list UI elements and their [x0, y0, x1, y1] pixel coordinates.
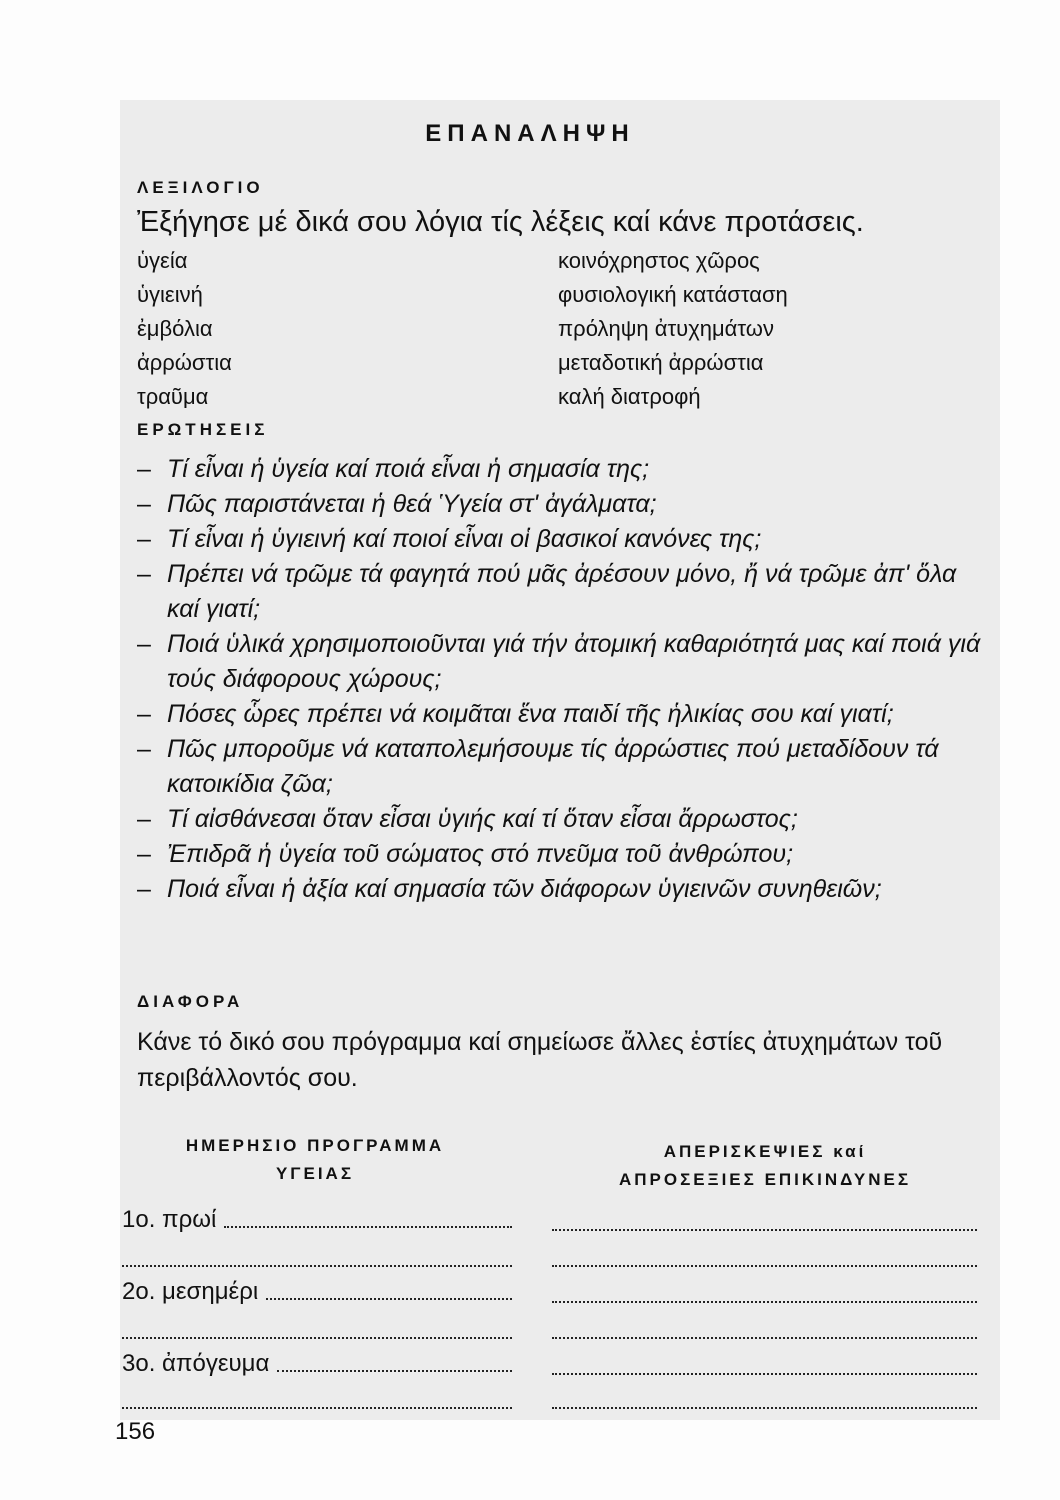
questions-list: [137, 452, 987, 907]
fill-line[interactable]: [552, 1334, 977, 1339]
vocab-word: ὑγιεινή: [137, 282, 203, 307]
vocabulary-heading: ΛΕΞΙΛΟΓΙΟ: [137, 178, 264, 197]
fill-line[interactable]: [122, 1404, 512, 1409]
fill-line[interactable]: [266, 1295, 512, 1300]
fill-line[interactable]: [277, 1367, 512, 1372]
hazards-header: ΑΠΕΡΙΣΚΕΨΙΕΣ καί ΑΠΡΟΣΕΞΙΕΣ ΕΠΙΚΙΝΔΥΝΕΣ: [618, 1142, 912, 1189]
fill-line[interactable]: [552, 1370, 977, 1375]
vocab-word: φυσιολογική κατάσταση: [558, 282, 788, 307]
diafora-heading: ΔΙΑΦΟΡΑ: [137, 992, 244, 1011]
question-item: – Ποιά ὑλικά χρησιμοποιοῦνται γιά τήν ἀτομική καθαριότητά μας καί ποιά γιά τούς διάφορους χώρους;: [137, 630, 981, 693]
question-item: – Τί αἰσθάνεσαι ὅταν εἶσαι ὑγιής καί τί ὅταν εἶσαι ἄρρωστος;: [137, 805, 798, 833]
question-item: – Ἐπιδρᾶ ἡ ὑγεία τοῦ σώματος στό πνεῦμα τοῦ ἀνθρώπου;: [137, 840, 794, 868]
fill-line[interactable]: [552, 1262, 977, 1267]
fill-line[interactable]: [122, 1334, 512, 1339]
vocab-word: τραῦμα: [137, 384, 209, 409]
question-item: – Ποιά εἶναι ἡ ἀξία καί σημασία τῶν διάφορων ὑγιεινῶν συνηθειῶν;: [137, 875, 882, 903]
vocab-word: πρόληψη ἀτυχημάτων: [558, 316, 774, 341]
vocabulary-right-column: [558, 244, 788, 414]
question-item: – Τί εἶναι ἡ ὑγεία καί ποιά εἶναι ἡ σημασία της;: [137, 455, 650, 483]
question-item: – Τί εἶναι ἡ ὑγιεινή καί ποιοί εἶναι οἱ βασικοί κανόνες της;: [137, 525, 762, 553]
vocab-word: καλή διατροφή: [558, 384, 701, 409]
question-item: – Πῶς παριστάνεται ἡ θεά Ὑγεία στ' ἀγάλματα;: [137, 490, 657, 518]
vocabulary-left-column: [137, 244, 232, 414]
diafora-text: Κάνε τό δικό σου πρόγραμμα καί σημείωσε ἄλλες ἑστίες ἀτυχημάτων τοῦ περιβάλλοντός σου.: [137, 1028, 943, 1092]
schedule-row-noon: 2ο. μεσημέρι: [122, 1278, 512, 1306]
fill-line[interactable]: [552, 1298, 977, 1303]
fill-line[interactable]: [224, 1223, 512, 1228]
vocab-word: μεταδοτική ἀρρώστια: [558, 350, 764, 375]
schedule-header: ΗΜΕΡΗΣΙΟ ΠΡΟΓΡΑΜΜΑ ΥΓΕΙΑΣ: [185, 1136, 445, 1183]
question-item: – Πῶς μποροῦμε νά καταπολεμήσουμε τίς ἀρρώστιες πού μεταδίδουν τά κατοικίδια ζῶα;: [137, 735, 939, 798]
vocab-word: ἀρρώστια: [137, 350, 232, 375]
schedule-row-afternoon: 3ο. ἀπόγευμα: [122, 1350, 512, 1378]
vocab-word: κοινόχρηστος χῶρος: [558, 248, 760, 273]
schedule-row-morning: 1ο. πρωί: [122, 1206, 512, 1234]
vocab-word: ἐμβόλια: [137, 316, 213, 341]
vocabulary-instruction: Ἐξήγησε μέ δικά σου λόγια τίς λέξεις καί κάνε προτάσεις.: [137, 206, 864, 238]
vocab-word: ὑγεία: [137, 248, 188, 273]
questions-heading: ΕΡΩΤΗΣΕΙΣ: [137, 420, 269, 439]
page-title: ΕΠΑΝΑΛΗΨΗ: [425, 120, 635, 147]
fill-line[interactable]: [122, 1262, 512, 1267]
page-number: 156: [115, 1418, 156, 1445]
question-item: – Πόσες ὧρες πρέπει νά κοιμᾶται ἕνα παιδί τῆς ἡλικίας σου καί γιατί;: [137, 700, 894, 728]
question-item: – Πρέπει νά τρῶμε τά φαγητά πού μᾶς ἀρέσουν μόνο, ἤ νά τρῶμε ἀπ' ὅλα καί γιατί;: [137, 560, 957, 623]
fill-line[interactable]: [552, 1226, 977, 1231]
fill-line[interactable]: [552, 1404, 977, 1409]
